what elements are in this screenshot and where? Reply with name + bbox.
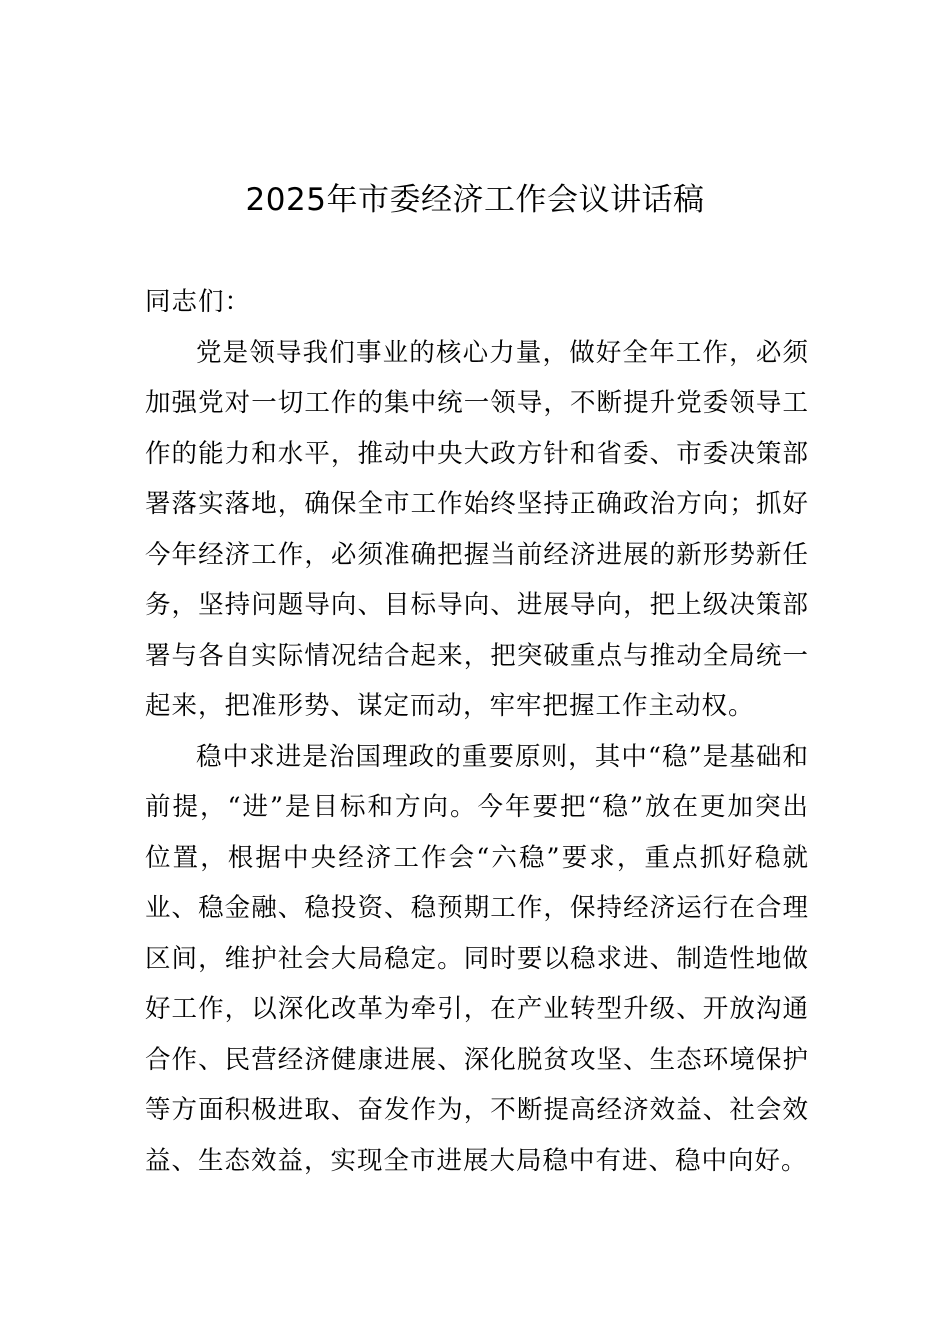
paragraph-2: 稳中求进是治国理政的重要原则，其中“稳”是基础和前提，“进”是目标和方向。今年要把“稳”放在更加突出位置，根据中央经济工作会“六稳”要求，重点抓好稳就业、稳金融、稳投资、稳预期工作，保持经济运行在合理区间，维护社会大局稳定。同时要以稳求进、制造性地做好工作，以深化改革为牵引，在产业转型升级、开放沟通合作、民营经济健康进展、深化脱贫攻坚、生态环境保护等方面积极进取、奋发作为，不断提高经济效益、社会效益、生态效益，实现全市进展大局稳中有进、稳中向好。	[145, 741, 809, 1176]
paragraph-1: 党是领导我们事业的核心力量，做好全年工作，必须加强党对一切工作的集中统一领导，不断提升党委领导工作的能力和水平，推动中央大政方针和省委、市委决策部署落实落地，确保全市工作始终坚持正确政治方向；抓好今年经济工作，必须准确把握当前经济进展的新形势新任务，坚持问题导向、目标导向、进展导向，把上级决策部署与各自实际情况结合起来，把突破重点与推动全局统一起来，把准形势、谋定而动，牢牢把握工作主动权。	[145, 337, 809, 721]
document-body	[145, 277, 809, 1186]
salutation: 同志们：	[145, 287, 252, 317]
document-title: 2025年市委经济工作会议讲话稿	[245, 182, 705, 218]
